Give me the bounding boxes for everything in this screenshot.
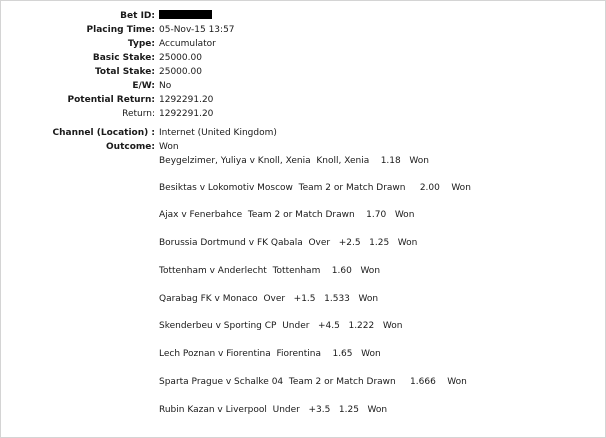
return-value: 1292291.20 (159, 109, 214, 119)
leg-selection: Over +1.5 (263, 294, 316, 304)
leg-odds: 1.70 (366, 210, 387, 220)
leg-selection: Under +3.5 (272, 405, 331, 415)
leg-event: Borussia Dortmund v FK Qabala (159, 238, 303, 248)
leg-result: Won (409, 156, 429, 166)
leg-odds: 1.65 (332, 349, 353, 359)
leg-event: Sparta Prague v Schalke 04 (159, 377, 284, 387)
leg-selection: Team 2 or Match Drawn (298, 183, 406, 193)
leg-selection: Team 2 or Match Drawn (288, 377, 396, 387)
channel-value: Internet (United Kingdom) (159, 128, 277, 138)
leg-odds: 1.18 (380, 156, 401, 166)
leg-odds: 1.222 (348, 321, 375, 331)
leg-event: Skenderbeu v Sporting CP (159, 321, 277, 331)
leg-event: Beygelzimer, Yuliya v Knoll, Xenia (159, 156, 311, 166)
leg-row (159, 293, 378, 305)
leg-result: Won (360, 266, 381, 276)
placing-time-label: Placing Time: (86, 25, 155, 35)
leg-row (159, 209, 414, 221)
leg-result: Won (451, 183, 471, 193)
potential-return-value: 1292291.20 (159, 95, 214, 105)
leg-result: Won (447, 377, 467, 387)
leg-selection: Over +2.5 (308, 238, 361, 248)
outcome-row (0, 141, 606, 153)
leg-result: Won (367, 405, 388, 415)
leg-event: Qarabag FK v Monaco (159, 294, 258, 304)
total-stake-label: Total Stake: (94, 67, 155, 77)
bet-id-label: Bet ID: (120, 11, 155, 21)
leg-result: Won (382, 321, 403, 331)
bet-id-row (0, 10, 606, 22)
potential-return-label: Potential Return: (67, 95, 155, 105)
leg-odds: 1.60 (331, 266, 352, 276)
basic-stake-label: Basic Stake: (92, 53, 155, 63)
leg-event: Tottenham v Anderlecht (159, 266, 267, 276)
leg-selection: Under +4.5 (282, 321, 340, 331)
bet-id-value (159, 10, 212, 22)
leg-result: Won (361, 349, 381, 359)
type-row (0, 38, 606, 50)
potential-return-row (0, 94, 606, 106)
leg-row (159, 155, 429, 167)
each-way-label: E/W: (132, 81, 155, 91)
leg-selection: Knoll, Xenia (316, 156, 370, 166)
total-stake-value: 25000.00 (159, 67, 202, 77)
basic-stake-row (0, 52, 606, 64)
outcome-label: Outcome: (106, 142, 155, 152)
return-row (0, 108, 606, 120)
placing-time-row (0, 24, 606, 36)
leg-selection: Tottenham (272, 266, 321, 276)
leg-odds: 1.25 (369, 238, 390, 248)
each-way-row (0, 80, 606, 92)
total-stake-row (0, 66, 606, 78)
leg-event: Rubin Kazan v Liverpool (159, 405, 267, 415)
channel-row (0, 127, 606, 139)
leg-row (159, 376, 467, 388)
return-label: Return: (122, 109, 155, 119)
leg-odds: 1.25 (338, 405, 359, 415)
each-way-value: No (159, 81, 172, 91)
type-label: Type: (127, 39, 155, 49)
leg-row (159, 320, 402, 332)
redaction-bar (159, 10, 212, 19)
leg-odds: 2.00 (419, 183, 440, 193)
leg-result: Won (358, 294, 379, 304)
leg-odds: 1.666 (410, 377, 436, 387)
type-value: Accumulator (159, 39, 216, 49)
leg-event: Lech Poznan v Fiorentina (159, 349, 271, 359)
basic-stake-value: 25000.00 (159, 53, 202, 63)
leg-result: Won (394, 210, 415, 220)
leg-result: Won (397, 238, 418, 248)
outcome-value: Won (159, 142, 179, 152)
leg-row (159, 404, 387, 416)
channel-label: Channel (Location) : (52, 128, 155, 138)
leg-selection: Team 2 or Match Drawn (247, 210, 355, 220)
leg-row (159, 182, 471, 194)
leg-row (159, 237, 417, 249)
leg-row (159, 265, 380, 277)
leg-row (159, 348, 381, 360)
leg-event: Ajax v Fenerbahce (159, 210, 243, 220)
placing-time-value: 05-Nov-15 13:57 (159, 25, 235, 35)
leg-odds: 1.533 (324, 294, 350, 304)
leg-event: Besiktas v Lokomotiv Moscow (159, 183, 293, 193)
leg-selection: Fiorentina (276, 349, 322, 359)
